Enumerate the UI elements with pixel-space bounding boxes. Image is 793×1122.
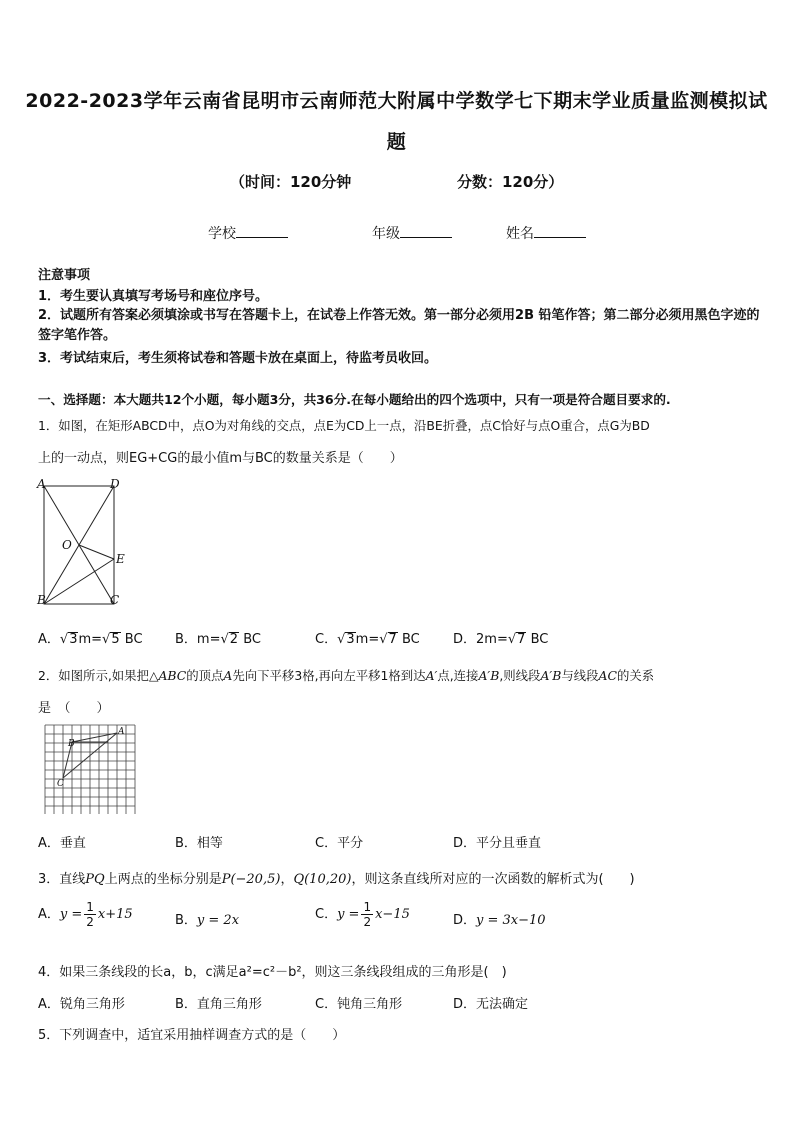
- q1-option-a[interactable]: A．√3m=√5 BC: [38, 632, 143, 647]
- q2-option-a[interactable]: A．垂直: [38, 836, 86, 851]
- label-b: B: [37, 593, 46, 607]
- sqrt-symbol: √3: [337, 632, 355, 647]
- q2-option-b[interactable]: B．相等: [175, 836, 223, 851]
- sqrt-symbol: √2: [220, 632, 239, 647]
- grid-label-c: C: [57, 779, 64, 789]
- grid-label-a: A: [118, 727, 125, 737]
- note-item-1: 1．考生要认真填写考场号和座位序号。: [38, 289, 269, 304]
- sqrt-symbol: √5: [102, 632, 120, 647]
- q3-option-a[interactable]: A．y = $\frac{1}{2}$ x+15: [38, 900, 133, 929]
- exam-time: （时间：120分钟: [230, 173, 352, 191]
- q1-line1: 1．如图，在矩形ABCD中，点O为对角线的交点，点E为CD上一点，沿BE折叠，点C恰好与点O重合，点G为BD: [38, 418, 650, 433]
- q4-option-d[interactable]: D．无法确定: [453, 997, 529, 1012]
- q2-option-d[interactable]: D．平分且垂直: [453, 836, 542, 851]
- sqrt-symbol: √7: [507, 632, 526, 647]
- sqrt-symbol: √3: [59, 632, 78, 647]
- school-blank: [236, 236, 288, 238]
- school-field: [208, 223, 288, 243]
- q2-line1: 2．如图所示,如果把△ABC的顶点A先向下平移3格,再向左平移1格到达A′点,连接A′B,则线段A′B与线段AC的关系: [38, 668, 655, 683]
- name-field: [506, 223, 586, 243]
- label-a: A: [37, 477, 46, 491]
- name-label: 姓名: [506, 226, 534, 242]
- q4-option-b[interactable]: B．直角三角形: [175, 997, 262, 1012]
- school-label: 学校: [208, 226, 236, 242]
- label-e: E: [116, 552, 125, 566]
- label-d: D: [110, 477, 120, 491]
- q1-option-c[interactable]: C．√3m=√7 BC: [315, 632, 420, 647]
- sqrt-symbol: √7: [379, 632, 397, 647]
- segment-be: [44, 559, 114, 604]
- q1-line2: 上的一动点，则EG+CG的最小值m与BC的数量关系是（ ）: [38, 451, 403, 466]
- exam-title-line2: 题: [386, 131, 407, 153]
- q4-option-c[interactable]: C．钝角三角形: [315, 997, 403, 1012]
- exam-score: 分数：120分）: [457, 173, 564, 191]
- q4-option-a[interactable]: A．锐角三角形: [38, 997, 125, 1012]
- grid-label-b: B: [68, 739, 75, 749]
- q2-line2: 是 （ ）: [38, 701, 110, 716]
- label-o: O: [62, 538, 72, 552]
- note-item-3: 3．考试结束后，考生须将试卷和答题卡放在桌面上，待监考员收回。: [38, 351, 438, 366]
- q3-option-b[interactable]: B．y = 2x: [175, 913, 240, 928]
- segment-oe: [79, 545, 114, 559]
- q3-stem: 3．直线PQ上两点的坐标分别是P(−20,5)，Q(10,20)，则这条直线所对应的一次函数的解析式为( ): [38, 872, 635, 887]
- q1-option-d[interactable]: D．2m=√7 BC: [453, 632, 549, 647]
- grade-blank: [400, 236, 452, 238]
- section1-heading: 一、选择题：本大题共12个小题，每小题3分，共36分.在每小题给出的四个选项中，只有一项是符合题目要求的.: [38, 392, 671, 407]
- label-c: C: [110, 593, 120, 607]
- grade-field: [372, 223, 452, 243]
- q3-option-c[interactable]: C．y = $\frac{1}{2}$ x−15: [315, 900, 410, 929]
- q1-option-b[interactable]: B．m=√2 BC: [175, 632, 261, 647]
- q1-rectangle-figure: [34, 476, 134, 610]
- q4-stem: 4．如果三条线段的长a，b，c满足a²=c²－b²，则这三条线段组成的三角形是( ): [38, 965, 507, 980]
- name-blank: [534, 236, 586, 238]
- notes-heading: 注意事项: [38, 268, 91, 283]
- grade-label: 年级: [372, 226, 400, 242]
- q3-option-d[interactable]: D．y = 3x−10: [453, 913, 546, 928]
- q2-option-c[interactable]: C．平分: [315, 836, 364, 851]
- note-item-2: 2．试题所有答案必须填涂或书写在答题卡上，在试卷上作答无效。第一部分必须用2B 铅笔作答；第二部分必须用黑色字迹的签字笔作答。: [38, 308, 760, 343]
- exam-title-line1: 2022-2023学年云南省昆明市云南师范大附属中学数学七下期末学业质量监测模拟试: [25, 90, 768, 112]
- q5-stem: 5．下列调查中，适宜采用抽样调查方式的是（ ）: [38, 1028, 346, 1043]
- q2-grid-figure: [44, 724, 136, 814]
